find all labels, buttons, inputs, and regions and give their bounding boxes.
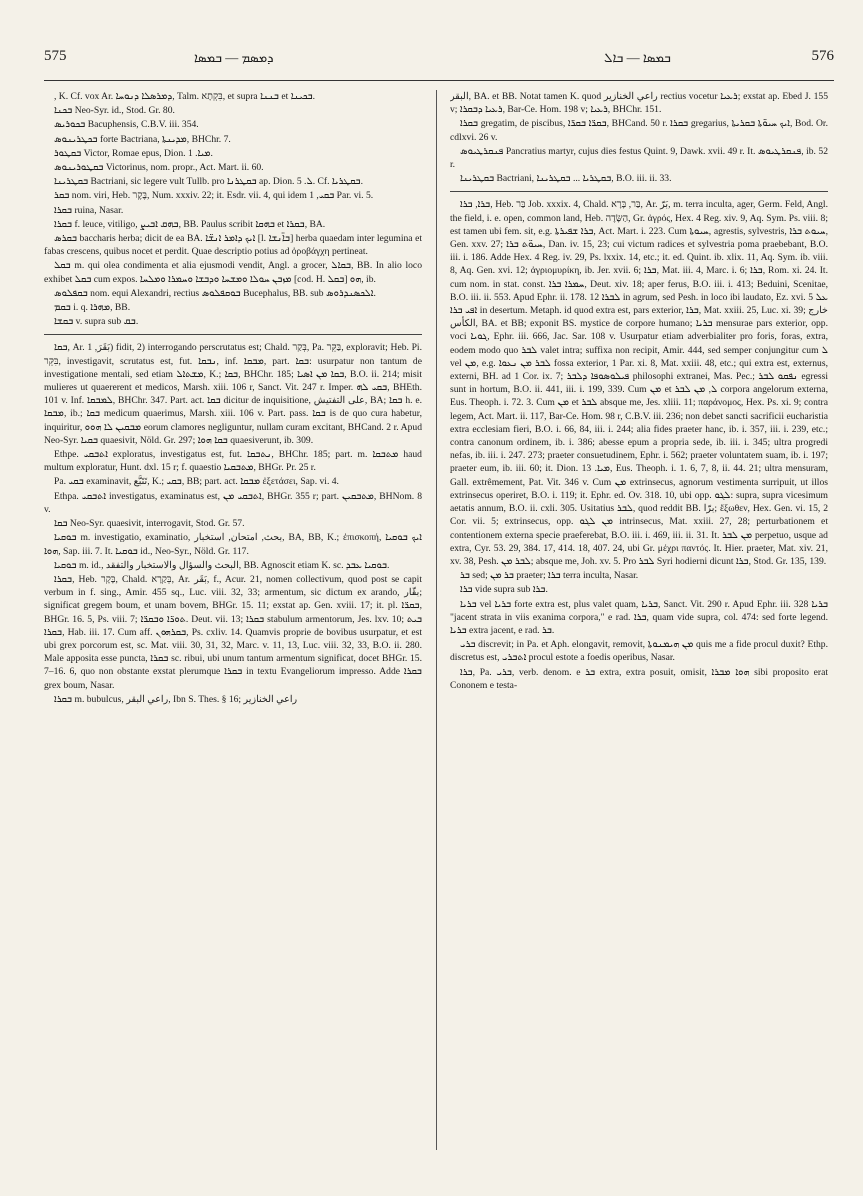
right-running-head: ܒܡܣܐ — ܒܐܠ [604, 50, 671, 65]
entry: ܒܩܪܐ gregatim, de piscibus, ܒܩܪ̈ܐ ܒܩܪ̈ܐ, BHCand. 50 r. ܒܩܪܐ gregarius, ܐܝܟ ܚܝܘ̈ܬܐ ܒܩܪܝܬܐ, Bod. Or. cdlxvi. 26 v. [450, 118, 828, 143]
section-divider [44, 334, 422, 335]
entry: ܒܪܝ discrevit; in Pa. et Aph. elongavit, removit, ܡܢ ܗܝܡܢܘܬܐ quis me a fide procul duxit? Ethp. discretus est, ܐܬܒܪܝ procul estote a foedis operibus, Nasar. [450, 639, 828, 664]
entry: ܦܢܩܪܛܝܘܣ Pancratius martyr, cujus dies festus Quint. 9, Dawk. xvii. 49 r. It. ܦܢܩܪܛܝܘܣ, ib. 52 r. [450, 145, 828, 171]
right-entries-b [450, 198, 828, 692]
dictionary-page [44, 40, 834, 1170]
entry: ܒܩܛܘܪܝܢܘܣ Victorinus, nom. propr., Act. Mart. ii. 60. [54, 162, 264, 174]
entry: ܒܩܪܐ f. leuce, vitiligo, ܒܗܩ ܐܒܝܨ, BB. Paulus scribit ܒܗܩܐ et ܒܩܪܐ, BA. [54, 218, 326, 230]
entry: ܒܩܪܐ ruina, Nasar. [54, 204, 124, 216]
entry: ܒܩܦܠܘܣ nom. equi Alexandri, rectius ܒܘܩܦܠܘܣ Bucephalus, BB. sub ܐܠܟܣܢܕܪܘܣ. [54, 287, 376, 299]
entry: ܒܩܪܐ m. bubulcus, راعي البقر, Ibn S. Thes. § 16; راعي الخنازير [54, 693, 298, 705]
entry: ܒܘܩܝܐ m. investigatio, examinatio, بحث, امتحان, استخبار, BA, BB, K.; ἐπισκοπή, ܐܝܟ ܒܘܩܝܐ ܗܘܐ, Sap. iii. 7. It. ܒܘܩܝܐ id., Neo-Syr., Nöld. Gr. 117. [44, 532, 422, 557]
left-page-number: 575 [44, 48, 67, 64]
entry: ܒܪܐ, Pa. ܒܪܝ, verb. denom. e ܒܪ extra, extra posuit, omisit, ܗܘܐ ܡܒܪܐ sibi proposito erat Cononem e testa- [450, 666, 828, 691]
entry: ܒܩܛܪܝܢܐ Bactriani, sic legere vult Tullb. pro ܒܩܛܪܢܐ ap. Dion. ܠ. 5. Cf. ܒܩܛܪܝܐ. [54, 176, 363, 188]
entry: ܒܪ sed; ܒܪ ܡܢ praeter; ܒܪܐ terra inculta, Nasar. [460, 570, 639, 582]
entry: ܒܘܩܝܐ m. id., البحث والسؤال والاستخبار والتفقد, BB. Agnoscit etiam K. sc. ܒܘܩܝܐ ܥܒܕ. [54, 559, 390, 571]
left-entries-b [44, 341, 422, 705]
entry: ܒܩܛܪܝܢܐ Bactriani, ܒܩܛܪܝܐ ... ܒܩܛܪܝܢܐ, B.O. iii. ii. 33. [460, 173, 672, 185]
entry: ܒܩܐ, Ar. بَقَرَ, 1) fidit, 2) interrogando perscrutatus est; Chald. בְּקַר, Pa. בַּקֵּר, exploravit; Heb. Pi. בִּקֵּר, investigavit, scrutatus est, fut. ܢܒܩܐ, inf. ܡܒܩܐ, part. ܒܩܐ: usurpatur non tantum de investigatione mentali, sed etiam ܡܫܬܐܠ, K.; ܒܩܐ, BHChr. 185; ܒܩܐ ܡܢ ܐܣܝܐ, B.O. ii. 214; misit mulieres ut quaererent et medicos, Marsh. xiii. 106 r, Sanct. Vit. 247 r. Imper. ܒܩܝ ܠܗ, BHEth. 101 v. Inf. ܠܡܒܩܐ, BHChr. 347. Part. act. ܒܩܐ dicitur de inquisitione, علی التفتیش, BA; ܒܩܐ h. e. ܡܒܩܐ, ib.; ܒܩܐ medicum quaerimus, Marsh. xiii. 106 v. Part. pass. ܒܩܐ is de quo cura habetur, inquiritur, ܡܒܩܝܢ ܠܐ ܗܘܘ eorum clamores negliguntur, nullam curam excitant, BHCand. 2 r. Apud Neo-Syr. ܒܩܝܐ quaesivit, Nöld. Gr. 297; ܒܩܐ ܗܘܐ quaesiverunt, ib. 309. [44, 342, 422, 446]
entry: البقر, BA. et BB. Notat tamen K. quod راعي الخنازير rectius vocetur ܪܥܝܐ; exstat ap. Ebed J. 155 v; ܪܥܝܐ ܕܒܩܪܐ, Bar-Ce. Hom. 198 v; ܪܥܝܐ, BHChr. 151. [450, 91, 828, 116]
entry: ܒܩܡ i. q. ܡܗܪܐ, BB. [54, 302, 131, 314]
entry: , K. Cf. vox Ar. ܕܡܪܣܠܐ ܕܢܘܚܐ, Talm. בִּקְתָא, et supra ܒܢܢܐ et ܒܟܝܢܐ. [54, 91, 316, 102]
left-running-head: ܕܡܣܡ — ܒܡܣܐ [194, 50, 274, 65]
entry: ܒܪܐ vide supra sub ܒܪܐ. [460, 584, 548, 596]
entry: ܒܩܪܐ, Heb. בָּקָר, Chald. בְּקַרָא, Ar. بَقَر, f., Acur. 21, nomen collectivum, quod post se capit verbum in f. sing., Amir. 455 sq., Luc. viii. 32, 33; armentum, sic dictum ex arando, بقّار; significat gregem boum, et unam bovem, BHGr. 15. 11; exstat ap. Gen. xviii. 17; it. pl. ܒܩܪ̈ܐ, BHGr. 16. 5, Ps. viii. 7; ܬܘܪ̈ܐ ܘܒܩܪ̈ܐ. Deut. vii. 13; ܒܩܪܐ stabulum armentorum, Jes. lxv. 10; ܒܝܬ ܒܩܪܐ, Hab. iii. 17. Cum aff. ܒܩܪܗܘܢ, Ps. cxliv. 14. Quamvis proprie de bovibus usurpatur, et est ubi grex porcorum est, sc. Mat. viii. 30, 31, 32, Marc. v. 11, 13, Luc. viii. 32, 33, B.O. ii. 280. Male apposita esse puncta, ܒܩܪܐ sc. ribui, ubi unum tantum armentum significat, docet BHGr. 15. 7–16. 6, quo non obstante exstat plerumque ܒܩܪܐ in textu Evangeliorum impresso. Adde ܒܩܪܐ grex boum, Nasar. [44, 573, 422, 691]
entry: ܒܩܫܐ v. supra sub ܒܩ. [54, 316, 139, 328]
entry: ܒܩܛܘܪ Victor, Romae epus, Dion. ܡܝܐ. 1. [54, 147, 213, 159]
left-column [44, 90, 422, 1160]
entry: ܒܟܛܪܝܢܘܣ forte Bactriana, ܡܕܝܢܬܐ, BHChr. 7. [54, 133, 231, 145]
entry: ܒܩܪ nom. viri, Heb. בֶּקֶר, Num. xxxiv. 22; it. Esdr. vii. 4, qui idem ܒܩܝ, 1 Par. vi. 5. [54, 190, 374, 202]
page-header [44, 48, 834, 72]
right-column [450, 90, 828, 1160]
entry: ܒܟܘܪܝܣ Bacuphensis, C.B.V. iii. 354. [54, 119, 199, 131]
entry: ܒܩܠ m. qui olea condimenta et alia ejusmodi vendit, Angl. a grocer, ܒܩܐܠ, BB. In alio loco exhibet ܒܩܠ cum expos. ܡܙܒܢ ܚܘܠܐ ܘܡܫܚܐ ܘܕܒܫܐ ܘܚܡܪܐ ܘܡܠܚܐ [cod. H. ܒܩܠ] ܗܘ, ib. [44, 260, 422, 285]
entry: ܒܩܪܣ baccharis herba; dicit de ea BA. ܐܝܟ ܕܐܡܪ ܐܢܫ̈ܐ [l. ܒܐ̈ܢܫܐ] herba quaedam inter legumina et fabas crescens, quibus nocet et perdit. Quae descriptio potius ad ὀροβάγχη pertineat. [44, 233, 422, 258]
entry: Pa. ܒܩܝ examinavit, تَتَبَّع, K.; ܒܩܝ, BB; part. act. ܡܒܩܐ ἐξετάσει, Sap. vi. 4. [54, 476, 339, 488]
entry: ܒܩܐ Neo-Syr. quaesivit, interrogavit, Stod. Gr. 57. [54, 518, 245, 530]
entry: Ethpe. ܐܬܒܩܝ exploratus, investigatus est, fut. ܢܬܒܩܐ, BHChr. 185; part. m. ܡܬܒܩܐ haud multum exploratur, Hunt. dxl. 15 r; f. quaestio ܡܬܒܩܝܐ, BHGr. Pr. 25 r. [44, 449, 422, 474]
section-divider [450, 191, 828, 192]
entry: ܒܟܢܐ Neo-Syr. id., Stod. Gr. 80. [54, 105, 175, 117]
right-page-number: 576 [811, 48, 834, 64]
header-rule [44, 80, 834, 81]
left-entries [44, 90, 422, 328]
entry: ܒܪܐ, ܒܪܐ, Heb. בַּר Job. xxxix. 4, Chald. בַּר, בָּרָא, Ar. بَرّ, m. terra inculta, ager, Germ. Feld, Angl. the field, i. e. open, common land, Heb. הַשָּׂדֶה, Gr. ἀγρός, Hex. 4 Reg. xiv. 9, Aq. Sym. Ps. viii. 8; est tamen ubi fem. sit, e.g. ܒܪܐ ܫܦܝܪܬܐ, Act. Mart. i. 223. Cum ܚܝܘܬܐ, agrestis, sylvestris, ܚܝܘܬ ܒܪܐ, Gen. xxv. 27; ܚܝܘ̈ܬ ܒܪܐ, Dan. iv. 15, 23; cui victum radices et sylvestria poma praebebant, B.O. iii. i. 186. Adde Hex. 4 Reg. iv. 29, Ps. lxxix. 14, etc.; it. ed. Quint. ib. xlix. 11, Aq. Sym. ib. viii. 8, Aq. Gen. xvi. 12; ἀγριομυρίκη, ib. Jer. xvii. 6; ܒܪܐ, Mat. iii. 4, Marc. i. 6; ܒܪܐ, Rom. xi. 24. It. cum nom. in stat. const. ܚܡܪܐ ܒܪܐ, Deut. xiv. 18; aper ferus, B.O. iii. i. 413; Beduini, Scenitae, B.O. iii. ii. 553. Apud Ephr. ii. 178. 12 ܠܒܪܐ in agrum, sed Pesh. in loco ibi laudato, Ez. xvi. 5 ܥܠ ܐܦܝ ܒܪܐ in desertum. Metaph. id quod extra est, pars exterior, ܒܪܐ, Mat. xxiii. 25, Luc. xi. 39; خارج الكأس, BA. et BB; exponit BS. mystice de corpore humano; ܒܪܝܐ mensurae pars exterior, opp. voci ܓܘܝܐ, Ephr. iii. 666, Jac. Sar. 108 v. Usurpatur etiam adverbialiter pro foris, foras, extra, eodem modo quo ܠܒܪ valet intra; suffixa non recipit, Amir. 444, sed semper conjungitur cum ܠ vel ܡܢ, e.g. ܠܒܪ ܡܢ ܢܥܘܐ fossa exterior, 1 Par. xi. 8, Mat. xxiii. 48, etc.; qui extra est, externus, externi, BH. ad 1 Cor. ix. 7; ܦܝܠܘܣܘܦܐ ܕܠܒܪ philosophi extranei, Mas. Pec.; ܢܦܩܘ ܠܒܪ egressi sunt in hortum, B.O. ii. 441, iii. i. 199, 339. Cum ܡܢ et ܠ, ܡܢ ܠܒܪ corpora angelorum externa, Eus. Theoph. i. 72. 3. Cum ܡܢ et ܠܒܪ absque me, Jes. xliii. 11; παράνομος, Hex. Ps. xi. 9; contra legem, Act. Mart. ii. 117, Bar-Ce. Hom. 98 r, C.B.V. iii. 236; non debet sancti sacrificii eucharistia extra ecclesiam fieri, B.O. i. 66, 84, iii. i. 244; alia fides praeter hanc, ib. i. 357, iii. i. 239, etc.; contra canonum ordinem, ib. i. 386; abesse epum a propria sede, ib. iii. i. 345; ultra progredi nefas, ib. iii. i. 247. 273; praeter consuetudinem, Ephr. i. 562; praeter voluntatem suam, ib. i. 197; praeter eum, ib. iii. 60; it. Dion. ܡܝܐ. 13, Eus. Theoph. i. 1. 6, 7, 8, ii. 44. 21; ultra mensuram, Gall. extrêmement, Pat. Vit. 346 v. Cum ܡܢ extrinsecus, agnorum vestimenta surripuit, ut illos extrinsecus operiret, B.O. i. 119; it. Ephr. ed. Ov. 318. 10, ubi opp. ܠܓܘ: supra, supra vicesimum aetatis annum, B.O. ii. cxli. 305. Usitatius ܠܒܪ, quod reddit BB. برّا; ἔξωθεν, Hex. Gen. vi. 15, 2 Cor. vii. 5; extrinsecus, opp. ܡܢ ܠܓܘ intrinsecus, Mat. xxiii. 27, 28; perturbationem et contentionem externa specie praeferebat, B.O. iii. i. 469, iii. ii. 31. It. ܡܢ ܠܒܪ perpetuo, usque ad extra, Cyr. 53. 29, 384. 17, 414. 18, 407. 24, ubi Gr. μέχρι παντός. It. Hier. praeter, Mat. xiv. 21, xv. 38, Pesh. ܠܒܪ ܡܢ; absque me, Joh. xv. 5. Pro ܠܒܪ Syri hodierni dicunt ܒܪܐ, Stod. Gr. 135, 139. [450, 199, 828, 567]
entry: Ethpa. ܐܬܒܩܝ investigatus, examinatus est, ܐܬܒܩܝ ܡܢ, BHGr. 355 r; part. ܡܬܒܩܝܢ, BHNom. 8 v. [44, 490, 422, 515]
right-entries [450, 90, 828, 185]
entry: ܒܪܝܐ vel ܒܪܝܐ forte extra est, plus valet quam, ܒܪܝܐ, Sanct. Vit. 290 r. Apud Ephr. iii. 328 ܒܪܝܐ "jacent strata in viis exanima corpora," e rad. ܒܪܐ, quam vide supra, col. 474: sed forte legend. ܒܪܝܐ extra jacent, e rad. ܒܪ. [450, 598, 828, 636]
column-divider [436, 90, 437, 1150]
